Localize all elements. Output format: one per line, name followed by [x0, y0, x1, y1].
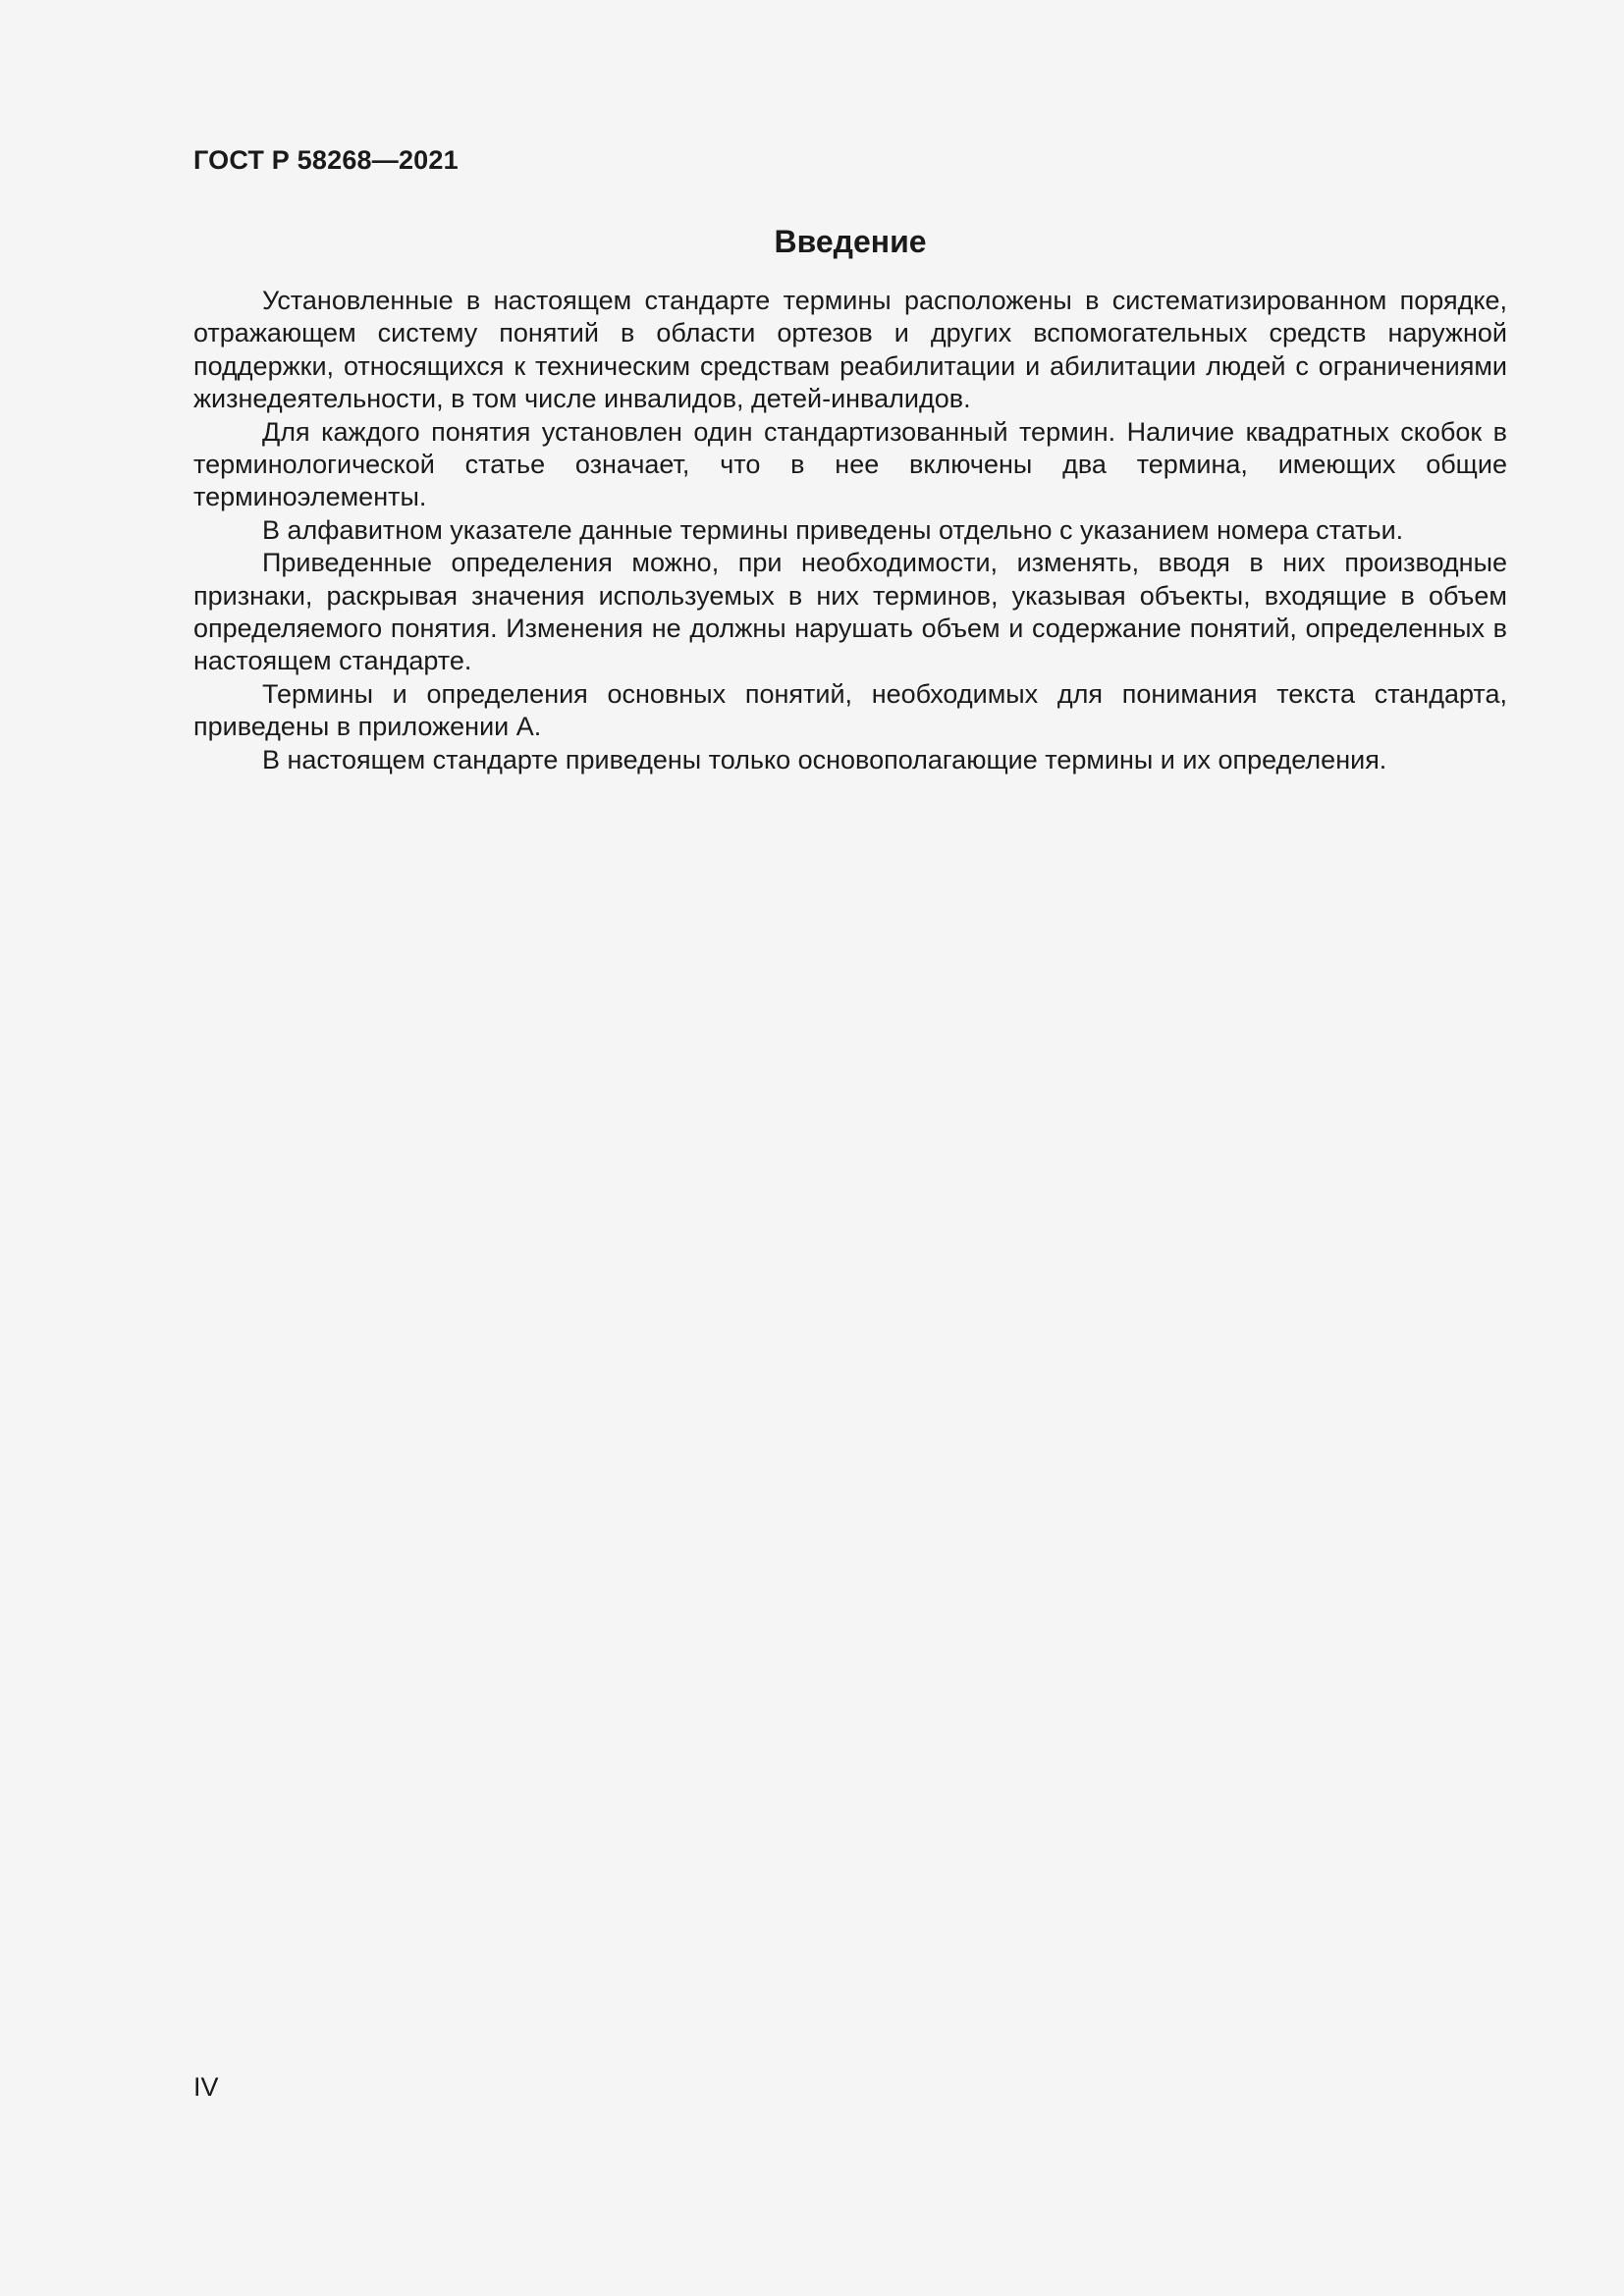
body-text: [193, 285, 1507, 776]
page-number: IV: [193, 2072, 219, 2102]
paragraph: Для каждого понятия установлен один стандартизованный термин. Наличие квадратных скобок в терминологической статье означает, что в нее включены два термина, имеющих общие терминоэлементы.: [193, 416, 1507, 512]
paragraph: В настоящем стандарте приведены только основополагающие термины и их определения.: [262, 744, 1387, 774]
document-header: ГОСТ Р 58268—2021: [193, 145, 459, 175]
paragraph: Термины и определения основных понятий, необходимых для понимания текста стандарта, приведены в приложении А.: [193, 678, 1507, 742]
paragraph: Установленные в настоящем стандарте термины расположены в систематизированном порядке, отражающем систему понятий в области ортезов и других вспомогательных средств наружной поддержки, относящихся к техническим средствам реабилитации и абилитации людей с ограничениями жизнедеятельности, в том числе инвалидов, детей-инвалидов.: [193, 286, 1507, 414]
paragraph: В алфавитном указателе данные термины приведены отдельно с указанием номера статьи.: [262, 514, 1404, 545]
section-title: Введение: [774, 224, 927, 259]
paragraph: Приведенные определения можно, при необходимости, изменять, вводя в них производные признаки, раскрывая значения используемых в них терминов, указывая объекты, входящие в объем определяемого понятия. Изменения не должны нарушать объем и содержание понятий, определенных в настоящем стандарте.: [193, 548, 1507, 676]
